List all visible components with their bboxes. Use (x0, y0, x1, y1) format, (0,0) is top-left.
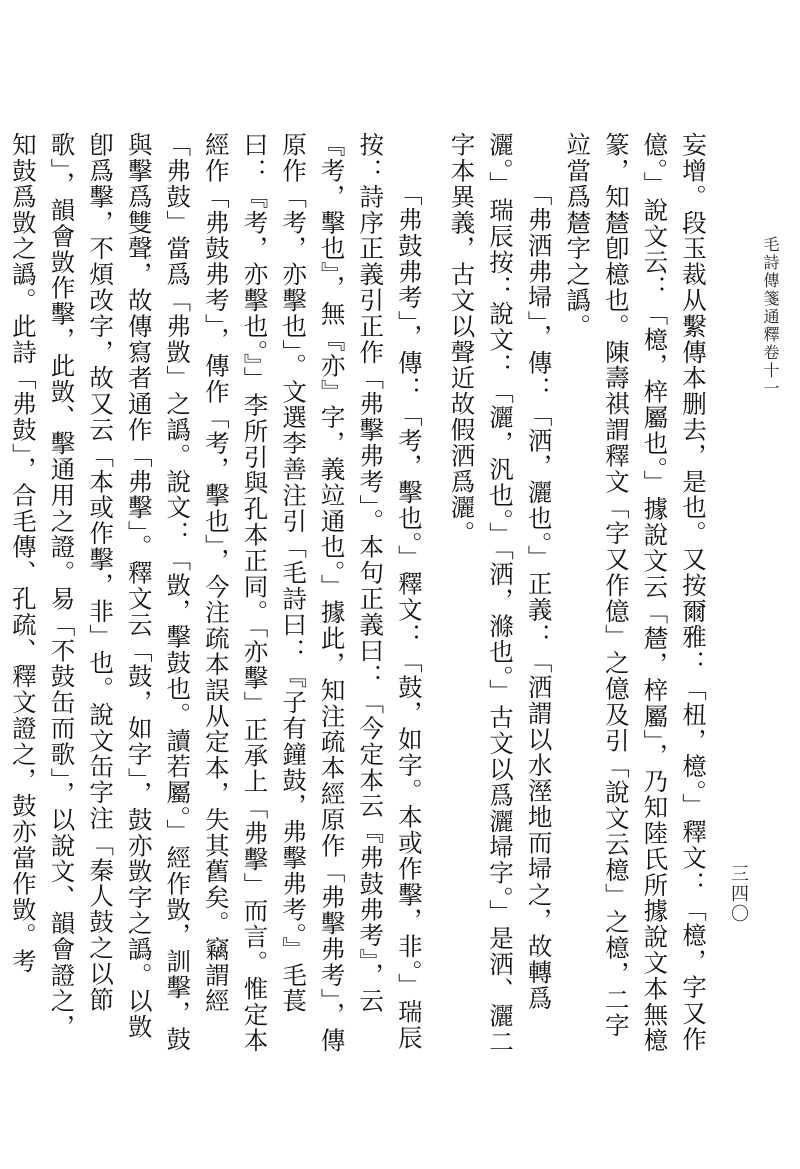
paragraph-continuation: 妄增。段玉裁从繫傳本删去，是也。又按爾雅：「杻，檍。」釋文：「檍，字又作億。」說文云：「檍，梓屬也。」據說文云「㯄，梓屬」，乃知陸氏所據說文本無檍篆，知㯄卽檍也。陳壽祺謂釋文「字又作億」之億及引「說文云檍」之檍，二字竝當爲㯄字之譌。 (563, 132, 708, 1054)
body-text (8, 132, 712, 1062)
paragraph-fu-gu-fu-kao: 「弗鼓弗考」，傳：「考，擊也。」釋文：「鼓，如字。本或作擊，非。」瑞辰按：詩序正義引正作「弗擊弗考」。本句正義曰：「今定本云『弗鼓弗考』，云『考，擊也』，無『亦』字，義竝通也。」據此，知注疏本經原作「弗擊弗考」，傳原作「考，亦擊也」。文選李善注引「毛詩曰：『子有鐘鼓，弗擊弗考。』毛萇曰：『考，亦擊也。』」李所引與孔本正同。「亦擊」正承上「弗擊」而言。惟定本經作「弗鼓弗考」，傳作「考，擊也」，今注疏本誤从定本，失其舊矣。竊謂經「弗鼓」當爲「弗敳」之譌。說文：「敳，擊鼓也。讀若屬。」經作敳，訓擊，鼓與擊爲雙聲，故傳寫者通作「弗擊」。釋文云「鼓，如字」，鼓亦敳字之譌。以敳卽爲擊，不煩改字，故又云「本或作擊，非」也。說文缶字注「秦人鼓之以節歌」，韻會敳作擊，此敳、擊通用之證。易「不鼓缶而歌」，以說文、韻會證之，知鼓爲敳之譌。此詩「弗鼓」，合毛傳、孔疏、釋文證之，鼓亦當作敳。考 (8, 132, 424, 1054)
running-title: 毛詩傳箋通釋卷十一 (761, 236, 780, 398)
page-number: 三四〇 (728, 864, 749, 924)
paragraph-fu-xi-fu-sao: 「弗洒弗埽」，傳：「洒，灑也。」正義：「洒謂以水溼地而埽之，故轉爲灑。」瑞辰按：說文：「灑，汎也。」「洒，滌也。」古文以爲灑埽字。」是洒、灑二字本異義，古文以聲近故假洒爲灑。 (447, 132, 554, 1055)
